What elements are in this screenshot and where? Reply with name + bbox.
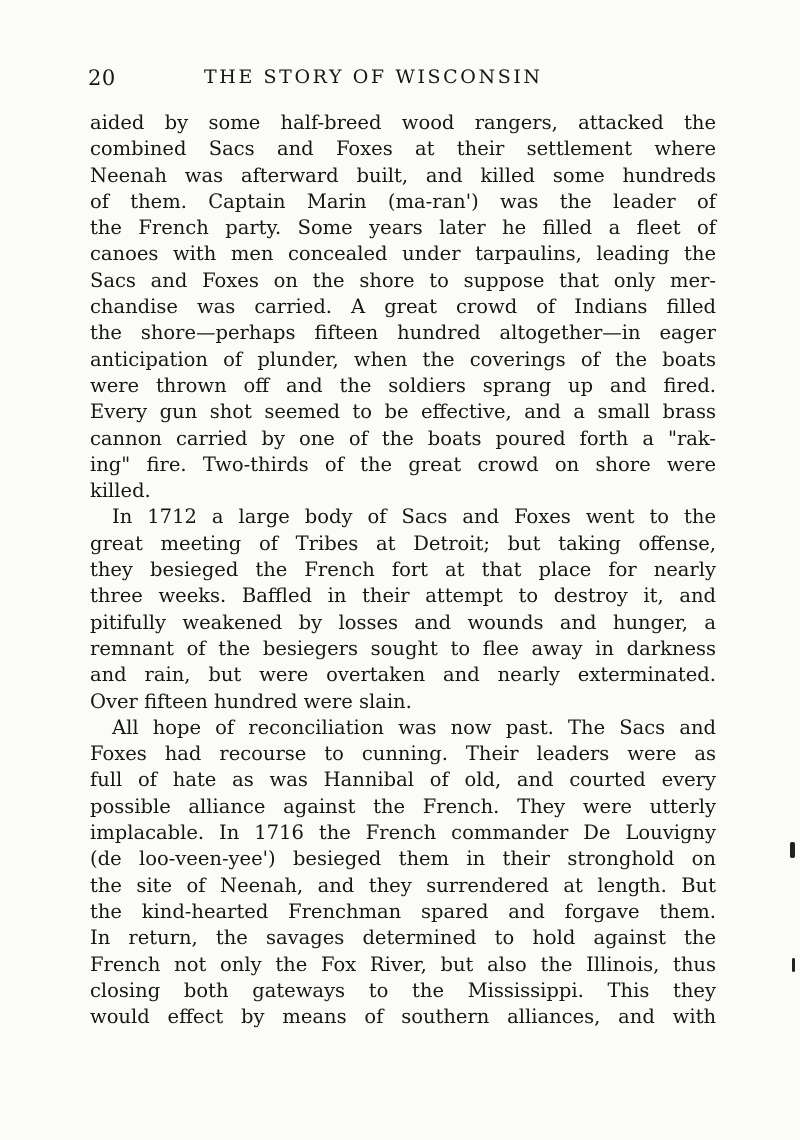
text-line: All hope of reconciliation was now past. The Sacs and [112, 715, 716, 739]
text-line: implacable. In 1716 the French commander De Louvigny [90, 821, 716, 845]
text-line: Over fifteen hundred were slain. [90, 689, 412, 713]
body-text [90, 110, 716, 1030]
page-header [86, 66, 716, 98]
text-line: In return, the savages determined to hold against the [90, 926, 716, 950]
text-line: and rain, but were overtaken and nearly exterminated. [90, 663, 716, 687]
text-line: full of hate as was Hannibal of old, and courted every [90, 768, 716, 792]
text-line: the shore—perhaps fifteen hundred altogether—in eager [90, 321, 716, 345]
text-line: would effect by means of southern alliances, and with [90, 1005, 716, 1029]
paragraph-2 [90, 504, 716, 714]
text-line: canoes with men concealed under tarpaulins, leading the [90, 242, 716, 266]
paragraph-1 [90, 110, 716, 504]
text-line: French not only the Fox River, but also the Illinois, thus [90, 952, 716, 976]
text-line: Every gun shot seemed to be effective, and a small brass [90, 400, 716, 424]
scan-mark [790, 842, 795, 858]
text-line: great meeting of Tribes at Detroit; but taking offense, [90, 531, 716, 555]
text-line: ing" fire. Two-thirds of the great crowd on shore were [90, 452, 716, 476]
running-title: THE STORY OF WISCONSIN [204, 66, 543, 88]
text-line: the site of Neenah, and they surrendered at length. But [90, 873, 716, 897]
text-line: cannon carried by one of the boats poured forth a "rak- [90, 426, 716, 450]
text-line: were thrown off and the soldiers sprang up and fired. [90, 373, 716, 397]
text-line: closing both gateways to the Mississippi. This they [90, 978, 716, 1002]
text-line: remnant of the besiegers sought to flee away in darkness [90, 636, 716, 660]
text-line: pitifully weakened by losses and wounds and hunger, a [90, 610, 716, 634]
text-line: aided by some half-breed wood rangers, attacked the [90, 111, 716, 134]
text-line: combined Sacs and Foxes at their settlement where [90, 137, 716, 161]
text-line: In 1712 a large body of Sacs and Foxes went to the [112, 505, 716, 529]
text-line: (de loo-veen-yee') besieged them in their stronghold on [90, 847, 716, 871]
text-line: Neenah was afterward built, and killed some hundreds [90, 163, 716, 187]
text-line: the kind-hearted Frenchman spared and forgave them. [90, 899, 716, 923]
paragraph-3 [90, 715, 716, 1031]
scan-mark [792, 958, 795, 972]
text-line: Sacs and Foxes on the shore to suppose that only mer- [90, 268, 716, 292]
text-line: killed. [90, 479, 151, 503]
text-line: of them. Captain Marin (ma-ran') was the leader of [90, 189, 716, 213]
text-line: the French party. Some years later he filled a fleet of [90, 216, 716, 240]
page-number: 20 [88, 66, 116, 90]
text-line: they besieged the French fort at that place for nearly [90, 558, 716, 582]
text-line: three weeks. Baffled in their attempt to destroy it, and [90, 584, 716, 608]
text-line: possible alliance against the French. They were utterly [90, 794, 716, 818]
text-line: anticipation of plunder, when the coverings of the boats [90, 347, 716, 371]
text-line: chandise was carried. A great crowd of Indians filled [90, 295, 716, 319]
text-line: Foxes had recourse to cunning. Their leaders were as [90, 742, 716, 766]
